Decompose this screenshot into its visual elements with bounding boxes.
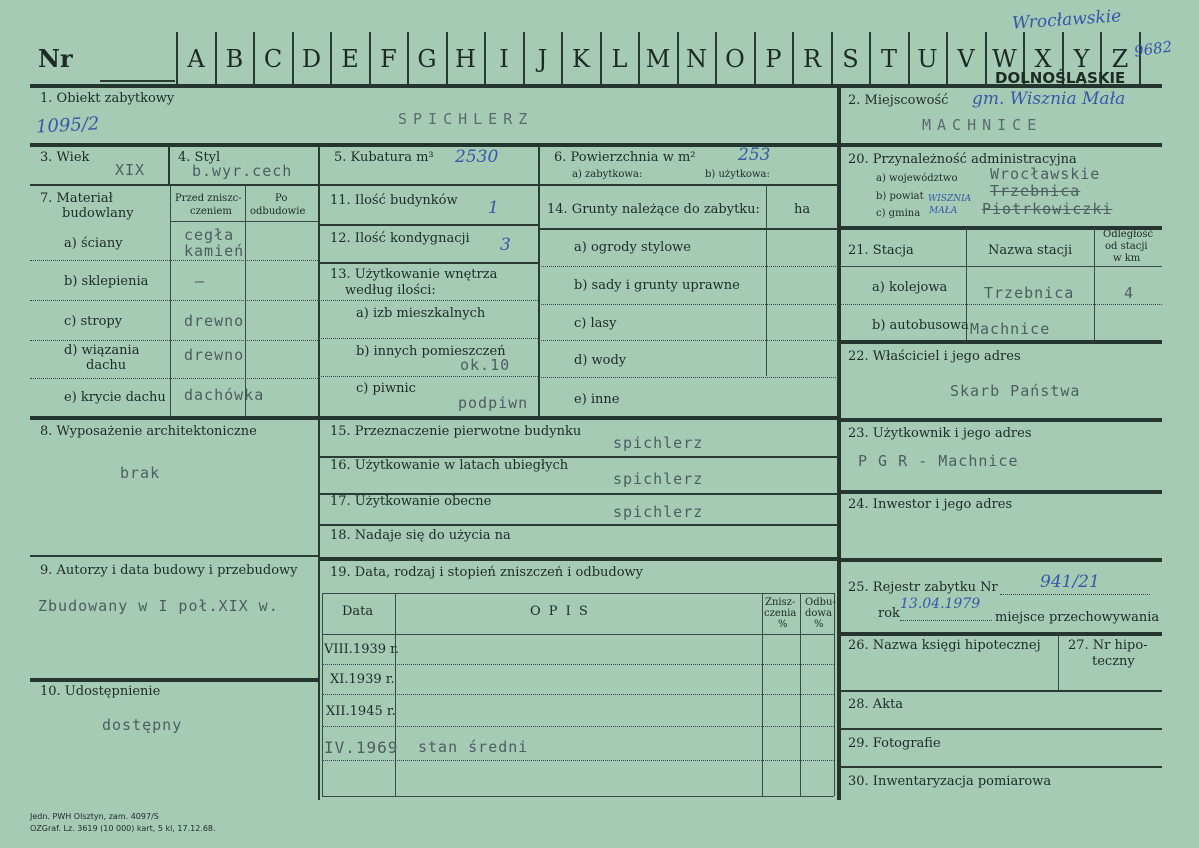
field-14a-label: a) ogrody stylowe <box>574 240 691 255</box>
field-2-value: MACHNICE <box>922 116 1043 134</box>
field-14e-label: e) inne <box>574 392 620 407</box>
field-28-label: 28. Akta <box>848 697 904 712</box>
letter-index-f: F <box>380 45 397 73</box>
letter-index-c: C <box>263 45 283 73</box>
field-19-table-bottom <box>322 796 834 797</box>
letter-index-r: R <box>802 45 822 73</box>
letter-separator <box>600 32 602 84</box>
field-12-value: 3 <box>500 235 511 255</box>
letter-index-s: S <box>842 45 859 73</box>
field-14-unit: ha <box>794 202 811 217</box>
field-7b-label: b) sklepienia <box>64 274 149 289</box>
letter-index-h: H <box>455 45 476 73</box>
field-20c-label: c) gmina <box>876 208 921 219</box>
field-21-row-rule <box>840 304 1162 305</box>
field-29-label: 29. Fotografie <box>848 736 941 751</box>
field-25-fill-line <box>1000 594 1150 595</box>
letter-index-y: Y <box>1073 45 1090 73</box>
field-22-bottom-rule <box>840 418 1162 422</box>
field-11-label: 11. Ilość budynków <box>330 193 458 208</box>
letter-separator <box>369 32 371 84</box>
field-7-label: 7. Materiał <box>40 191 113 206</box>
field-21b-value: Machnice <box>970 320 1051 338</box>
field-19-header-rule <box>322 634 834 635</box>
field-13c-label: c) piwnic <box>356 381 416 396</box>
field-14-rule <box>538 266 838 267</box>
field-8-value: brak <box>120 464 161 482</box>
field-19-col-opis: O P I S <box>530 604 590 619</box>
field-19-date-divider <box>395 593 396 796</box>
field-7-row-rule <box>30 340 318 341</box>
field-14b-label: b) sady i grunty uprawne <box>574 278 740 293</box>
field-14d-label: d) wody <box>574 353 627 368</box>
field-14-label: 14. Grunty należące do zabytku: <box>547 202 760 217</box>
field-15-value: spichlerz <box>613 434 704 452</box>
letter-separator <box>677 32 679 84</box>
field-20b-handwritten: WISZNIA <box>928 194 972 204</box>
field-26-27-divider <box>1058 634 1059 690</box>
footer-line-2: OZGraf. Lz. 3619 (10 000) kart, 5 kl, 17.12.68. <box>30 824 216 833</box>
field-7-col-przed-2: czeniem <box>190 206 232 217</box>
field-8-label: 8. Wyposażenie architektoniczne <box>40 424 257 439</box>
letter-separator <box>792 32 794 84</box>
field-14c-label: c) lasy <box>574 316 617 331</box>
field-25-miejsce: miejsce przechowywania <box>995 610 1160 625</box>
field-7c-value: drewno <box>184 312 245 330</box>
field-20b-value: Trzebnica <box>990 182 1081 200</box>
header-bottom-rule <box>30 84 1162 88</box>
region-stamp: DOLNOŚLĄSKIE <box>995 69 1126 87</box>
field-1-handwritten: 1095/2 <box>35 113 100 138</box>
field-21-col-odl: Odległość <box>1103 229 1154 240</box>
letter-index-v: V <box>957 45 975 73</box>
field-16-value: spichlerz <box>613 470 704 488</box>
field-19-col-od: Odbu- <box>805 597 836 608</box>
letter-separator <box>946 32 948 84</box>
field-3-4-divider <box>168 145 170 185</box>
field-5-label: 5. Kubatura m³ <box>334 150 434 165</box>
field-19-row-rule <box>322 726 834 727</box>
nr-label: Nr <box>38 44 73 73</box>
handwritten-region-note: Wrocławskie <box>1011 6 1122 34</box>
field-20-label: 20. Przynależność administracyjna <box>848 152 1077 167</box>
field-19-row-opis: stan średni <box>418 738 529 756</box>
field-19-zn-divider <box>800 593 801 796</box>
field-25-rok-line <box>900 620 992 621</box>
letter-index-t: T <box>880 45 897 73</box>
letter-separator <box>446 32 448 84</box>
letter-separator <box>176 32 178 84</box>
field-11-value: 1 <box>488 198 499 218</box>
field-15-label: 15. Przeznaczenie pierwotne budynku <box>330 424 582 439</box>
field-5-6-divider <box>538 145 540 185</box>
letter-index-j: J <box>537 45 548 73</box>
field-7e-value: dachówka <box>184 386 265 404</box>
field-14-rule <box>538 304 838 305</box>
field-21-col-odl-3: w km <box>1113 253 1141 264</box>
field-4-label: 4. Styl <box>178 150 221 165</box>
letter-index-i: I <box>499 45 509 73</box>
field-20a-label: a) województwo <box>876 173 958 184</box>
field-7-row-rule <box>30 378 318 379</box>
letter-index-z: Z <box>1111 45 1129 73</box>
letter-index-o: O <box>725 45 745 73</box>
letter-separator <box>831 32 833 84</box>
field-17-bottom-rule <box>318 524 838 526</box>
letter-separator <box>215 32 217 84</box>
field-19-row-date: IV.1969 <box>324 738 399 757</box>
field-21-col-divider <box>1094 228 1095 340</box>
letter-index-g: G <box>417 45 437 73</box>
field-13b-value: ok.10 <box>460 356 511 374</box>
letter-index-u: U <box>917 45 938 73</box>
field-14-rule <box>538 377 838 378</box>
field-25-value: 941/21 <box>1040 572 1100 592</box>
letter-separator <box>330 32 332 84</box>
field-13-rule <box>318 338 538 339</box>
field-21a-label: a) kolejowa <box>872 280 948 295</box>
field-2-handwritten: gm. Wisznia Mała <box>972 89 1126 109</box>
letter-index-w: W <box>992 45 1017 73</box>
field-30-label: 30. Inwentaryzacja pomiarowa <box>848 774 1052 789</box>
letter-index-p: P <box>765 45 782 73</box>
field-3-value: XIX <box>115 161 146 179</box>
field-9-label: 9. Autorzy i data budowy i przebudowy <box>40 563 298 578</box>
field-7b-value: – <box>195 272 206 290</box>
field-6-sub-b: b) użytkowa: <box>705 169 770 180</box>
field-7a-label: a) ściany <box>64 236 123 251</box>
letter-index-a: A <box>187 45 205 73</box>
field-17-value: spichlerz <box>613 503 704 521</box>
field-7d-value: drewno <box>184 346 245 364</box>
field-20c-value: Piotrkowiczki <box>982 200 1113 218</box>
field-20b-label: b) powiat <box>876 191 924 202</box>
letter-separator <box>484 32 486 84</box>
field-25-bottom-rule <box>840 632 1162 636</box>
letter-index-n: N <box>686 45 707 73</box>
field-13a-label: a) izb mieszkalnych <box>356 306 486 321</box>
field-13b-label: b) innych pomieszczeń <box>356 344 506 359</box>
field-19-col-zn-2: czenia <box>764 608 797 619</box>
field-1-label: 1. Obiekt zabytkowy <box>40 91 175 106</box>
field-21-col-odl-2: od stacji <box>1105 241 1148 252</box>
field-7-col-po-2: odbudowie <box>250 206 306 217</box>
field-19-row-date: XI.1939 r. <box>330 672 395 687</box>
field-19-label: 19. Data, rodzaj i stopień zniszczeń i odbudowy <box>330 565 644 580</box>
letter-index-b: B <box>225 45 244 73</box>
letter-separator <box>523 32 525 84</box>
field-14-ha-divider <box>766 186 767 376</box>
field-19-table-top <box>322 593 834 594</box>
field-9-bottom-rule <box>30 678 318 682</box>
field-7d-label: d) wiązania <box>64 343 140 358</box>
letter-index-l: L <box>611 45 628 73</box>
field-13-label-2: według ilości: <box>345 283 436 298</box>
field-23-value: P G R - Machnice <box>858 452 1019 470</box>
field-19-table-right <box>834 593 835 796</box>
field-27-label-2: teczny <box>1092 654 1135 669</box>
field-8-bottom-rule <box>30 555 318 557</box>
letter-separator <box>292 32 294 84</box>
row-material-bottom-rule <box>30 416 838 420</box>
field-2-label: 2. Miejscowość <box>848 93 949 108</box>
field-23-label: 23. Użytkownik i jego adres <box>848 426 1032 441</box>
footer-line-1: Jedn. PWH Olsztyn, zam. 4097/S <box>30 812 159 821</box>
field-21a-km: 4 <box>1124 284 1135 302</box>
field-10-value: dostępny <box>102 716 183 734</box>
field-7d-label-2: dachu <box>86 358 127 373</box>
field-6-label: 6. Powierzchnia w m² <box>554 150 696 165</box>
field-18-label: 18. Nadaje się do użycia na <box>330 528 511 543</box>
field-26-bottom-rule <box>840 690 1162 692</box>
row2-bottom-rule <box>30 184 838 186</box>
field-27-label: 27. Nr hipo- <box>1068 638 1148 653</box>
field-13-rule <box>318 300 538 301</box>
field-20c-handwritten: MAŁA <box>929 206 958 216</box>
letter-separator <box>715 32 717 84</box>
field-19-col-zn: Znisz- <box>765 597 796 608</box>
nr-underline <box>100 80 175 82</box>
field-19-col-zn-3: % <box>778 619 788 630</box>
field-7-col-przed: Przed zniszc- <box>175 193 242 204</box>
letter-separator <box>869 32 871 84</box>
field-19-col-od-3: % <box>814 619 824 630</box>
letter-separator <box>253 32 255 84</box>
field-23-bottom-rule <box>840 490 1162 494</box>
right-column-divider <box>837 88 841 800</box>
field-19-opis-divider <box>762 593 763 796</box>
field-22-value: Skarb Państwa <box>950 382 1081 400</box>
field-14-rule <box>538 340 838 341</box>
field-7-header-rule <box>170 221 318 222</box>
field-6-value: 253 <box>738 145 771 165</box>
handwritten-number: 9682 <box>1132 37 1174 61</box>
field-17-label: 17. Użytkowanie obecne <box>330 494 492 509</box>
field-7e-label: e) krycie dachu <box>64 390 166 405</box>
field-19-col-data: Data <box>342 604 374 619</box>
middle-column-divider <box>318 145 320 800</box>
letter-index-m: M <box>645 45 671 73</box>
field-10-label: 10. Udostępnienie <box>40 684 161 699</box>
field-7-row-rule <box>30 300 318 301</box>
field-21-col-nazwa: Nazwa stacji <box>988 243 1073 258</box>
field-21-bottom-rule <box>840 340 1162 344</box>
field-14-header-rule <box>538 228 838 230</box>
letter-index-k: K <box>572 45 590 73</box>
field-6-sub-a: a) zabytkowa: <box>572 169 643 180</box>
field-28-bottom-rule <box>840 728 1162 730</box>
field-19-row-rule <box>322 694 834 695</box>
field-13c-value: podpiwn <box>458 394 529 412</box>
row1-bottom-rule <box>30 143 1162 147</box>
field-12-label: 12. Ilość kondygnacji <box>330 231 470 246</box>
field-13-rule <box>318 376 538 377</box>
field-19-table-left <box>322 593 323 796</box>
field-24-label: 24. Inwestor i jego adres <box>848 497 1013 512</box>
field-19-row-rule <box>322 664 834 665</box>
letter-separator <box>908 32 910 84</box>
letter-separator <box>561 32 563 84</box>
field-21a-value: Trzebnica <box>984 284 1075 302</box>
field-7c-label: c) stropy <box>64 314 123 329</box>
field-7a-value-2: kamień <box>184 242 245 260</box>
field-19-row-date: VIII.1939 r. <box>324 642 400 657</box>
letter-separator <box>407 32 409 84</box>
field-5-value: 2530 <box>455 147 499 167</box>
letter-index-x: X <box>1034 45 1052 73</box>
field-7a-value: cegła <box>184 226 235 244</box>
field-19-row-rule <box>322 760 834 761</box>
field-25-label: 25. Rejestr zabytku Nr <box>848 580 998 595</box>
field-12-bottom-rule <box>318 262 538 264</box>
field-18-bottom-rule <box>318 557 838 561</box>
field-19-row-date: XII.1945 r. <box>326 704 396 719</box>
letter-separator <box>754 32 756 84</box>
letter-separator <box>985 32 987 84</box>
field-13-label: 13. Użytkowanie wnętrza <box>330 267 498 282</box>
field-25-rok-label: rok <box>878 606 900 621</box>
field-22-label: 22. Właściciel i jego adres <box>848 349 1021 364</box>
letter-index-d: D <box>301 45 322 73</box>
field-29-bottom-rule <box>840 766 1162 768</box>
field-7-col-po: Po <box>275 193 288 204</box>
field-3-label: 3. Wiek <box>40 150 90 165</box>
field-13-14-divider <box>538 186 540 416</box>
field-21b-label: b) autobusowa <box>872 318 969 333</box>
field-21-header-rule <box>840 266 1162 267</box>
letter-index-e: E <box>341 45 359 73</box>
field-26-label: 26. Nazwa księgi hipotecznej <box>848 638 1041 653</box>
letter-separator <box>638 32 640 84</box>
field-20a-value: Wrocławskie <box>990 165 1101 183</box>
field-21-label: 21. Stacja <box>848 243 914 258</box>
field-19-col-od-2: dowa <box>805 608 832 619</box>
field-24-bottom-rule <box>840 558 1162 562</box>
field-9-value: Zbudowany w I poł.XIX w. <box>38 597 279 615</box>
field-4-value: b.wyr.cech <box>192 162 293 180</box>
field-25-rok-value: 13.04.1979 <box>900 596 981 612</box>
field-16-label: 16. Użytkowanie w latach ubiegłych <box>330 458 569 473</box>
field-11-bottom-rule <box>318 224 538 226</box>
field-7-label-2: budowlany <box>62 206 134 221</box>
field-7-row-rule <box>30 260 318 261</box>
field-1-value: SPICHLERZ <box>398 110 534 128</box>
